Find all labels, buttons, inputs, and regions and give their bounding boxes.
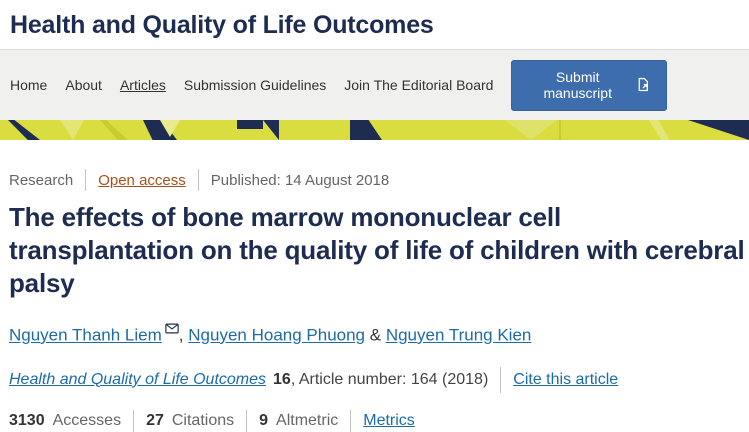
banner-decoration xyxy=(350,120,382,140)
published-date: Published: 14 August 2018 xyxy=(210,171,390,189)
journal-title: Health and Quality of Life Outcomes xyxy=(10,11,434,39)
nav-item-articles[interactable]: Articles xyxy=(119,77,166,93)
banner-decoration xyxy=(688,120,749,140)
article-meta-row xyxy=(9,169,749,191)
metrics-row xyxy=(9,410,749,432)
site-header xyxy=(0,0,749,49)
banner-decoration xyxy=(559,120,561,140)
article-type: Research xyxy=(9,171,74,189)
nav-bar xyxy=(0,49,749,120)
author-link-3[interactable]: Nguyen Trung Kien xyxy=(385,325,532,345)
citation-row xyxy=(9,367,749,393)
nav-item-home[interactable]: Home xyxy=(10,77,48,93)
author-link-1[interactable]: Nguyen Thanh Liem xyxy=(9,325,162,345)
page-title: The effects of bone marrow mononuclear cell transplantation on the quality of life of children with cerebral palsy xyxy=(9,202,745,298)
separator xyxy=(500,367,501,393)
accesses-label: Accesses xyxy=(52,411,122,429)
separator xyxy=(350,410,351,432)
submit-manuscript-button[interactable] xyxy=(511,60,667,111)
separator xyxy=(133,410,134,432)
citations-count: 27 xyxy=(146,411,164,429)
manuscript-upload-icon xyxy=(635,76,652,93)
nav-item-about[interactable]: About xyxy=(65,77,102,93)
metrics-link[interactable]: Metrics xyxy=(363,411,415,429)
journal-link[interactable]: Health and Quality of Life Outcomes xyxy=(9,370,267,388)
cite-this-article-link[interactable]: Cite this article xyxy=(513,370,619,388)
nav-item-submission-guidelines[interactable]: Submission Guidelines xyxy=(183,77,327,93)
nav-item-join-editorial-board[interactable]: Join The Editorial Board xyxy=(344,77,494,93)
citations-label: Citations xyxy=(171,411,235,429)
article-header xyxy=(0,140,749,432)
banner-decoration xyxy=(8,120,40,140)
author-joiner: , xyxy=(178,325,184,345)
banner-decoration xyxy=(60,120,84,140)
banner-decoration xyxy=(263,120,279,140)
article-number: , Article number: 164 (2018) xyxy=(290,370,489,388)
altmetric-label: Altmetric xyxy=(276,411,339,429)
banner-decoration xyxy=(640,120,670,140)
separator xyxy=(85,169,86,191)
separator xyxy=(198,169,199,191)
separator xyxy=(246,410,247,432)
submit-manuscript-label: Submit manuscript xyxy=(543,68,612,101)
email-icon[interactable] xyxy=(165,319,179,339)
banner-decoration xyxy=(237,120,263,129)
altmetric-count: 9 xyxy=(259,411,269,429)
banner-image-strip xyxy=(0,120,749,140)
banner-decoration xyxy=(505,120,557,140)
volume-number: 16 xyxy=(273,370,291,388)
accesses-count: 3130 xyxy=(9,411,45,429)
author-joiner: & xyxy=(369,325,382,345)
open-access-link[interactable]: Open access xyxy=(98,171,186,189)
authors-row xyxy=(9,319,749,346)
banner-decoration xyxy=(100,120,128,140)
author-link-2[interactable]: Nguyen Hoang Phuong xyxy=(188,325,366,345)
